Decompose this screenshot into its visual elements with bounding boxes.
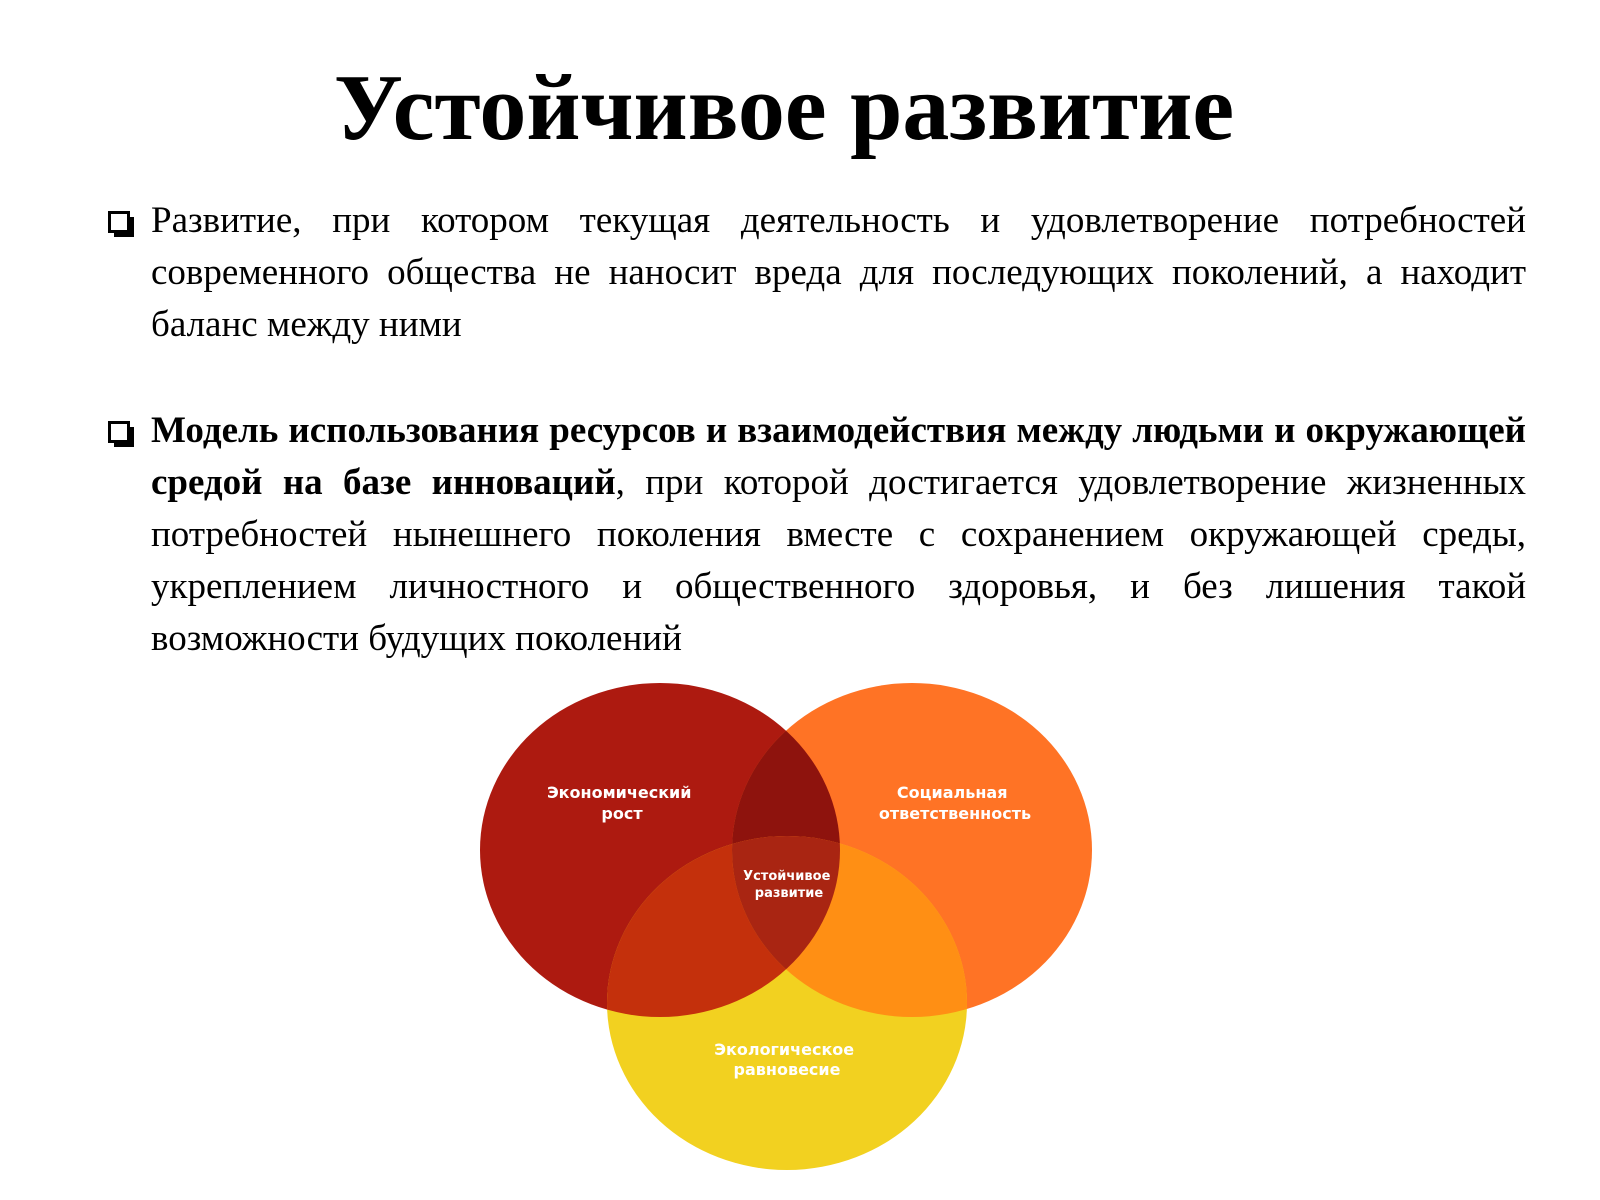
bullet-regular-text: , при которой достигается удовлетворение жизненных потребностей нынешнего поколения вместе с сохранением окружающей среды, укреплением личностного и общественного здоровья, и без лишения такой возможности будущих поколений (151, 462, 1526, 659)
economic-growth-label-line1: Экономический (546, 783, 692, 802)
bullet-text (151, 405, 1526, 665)
checkbox-bullet-icon (108, 211, 130, 233)
bullet-text (151, 195, 1526, 351)
bullet-model (108, 405, 1526, 665)
economic-growth-label-line2: рост (601, 804, 643, 823)
social-responsibility-label-line1: Социальная (896, 783, 1008, 802)
bullet-definition (108, 195, 1526, 351)
sustainable-development-label-line1: Устойчивое (743, 869, 831, 884)
social-responsibility-label-line2: ответственность (878, 804, 1032, 823)
ecological-balance-label-line2: равновесие (733, 1060, 841, 1079)
ecological-balance-label (714, 1040, 859, 1079)
bullet-bold-text: Модель использования ресурсов и взаимодействия между людьми и окружающей средой на базе инноваций (151, 410, 1526, 503)
bullet-regular-text: Развитие, при котором текущая деятельность и удовлетворение потребностей современного общества не наносит вреда для последующих поколений, а находит баланс между ними (151, 200, 1526, 345)
venn-diagram (480, 680, 1100, 1170)
ecological-balance-label-line1: Экологическое (714, 1040, 855, 1059)
checkbox-bullet-icon (108, 421, 130, 443)
page-title: Устойчивое развитие (333, 56, 1235, 160)
sustainable-development-label-line2: развитие (754, 886, 824, 901)
